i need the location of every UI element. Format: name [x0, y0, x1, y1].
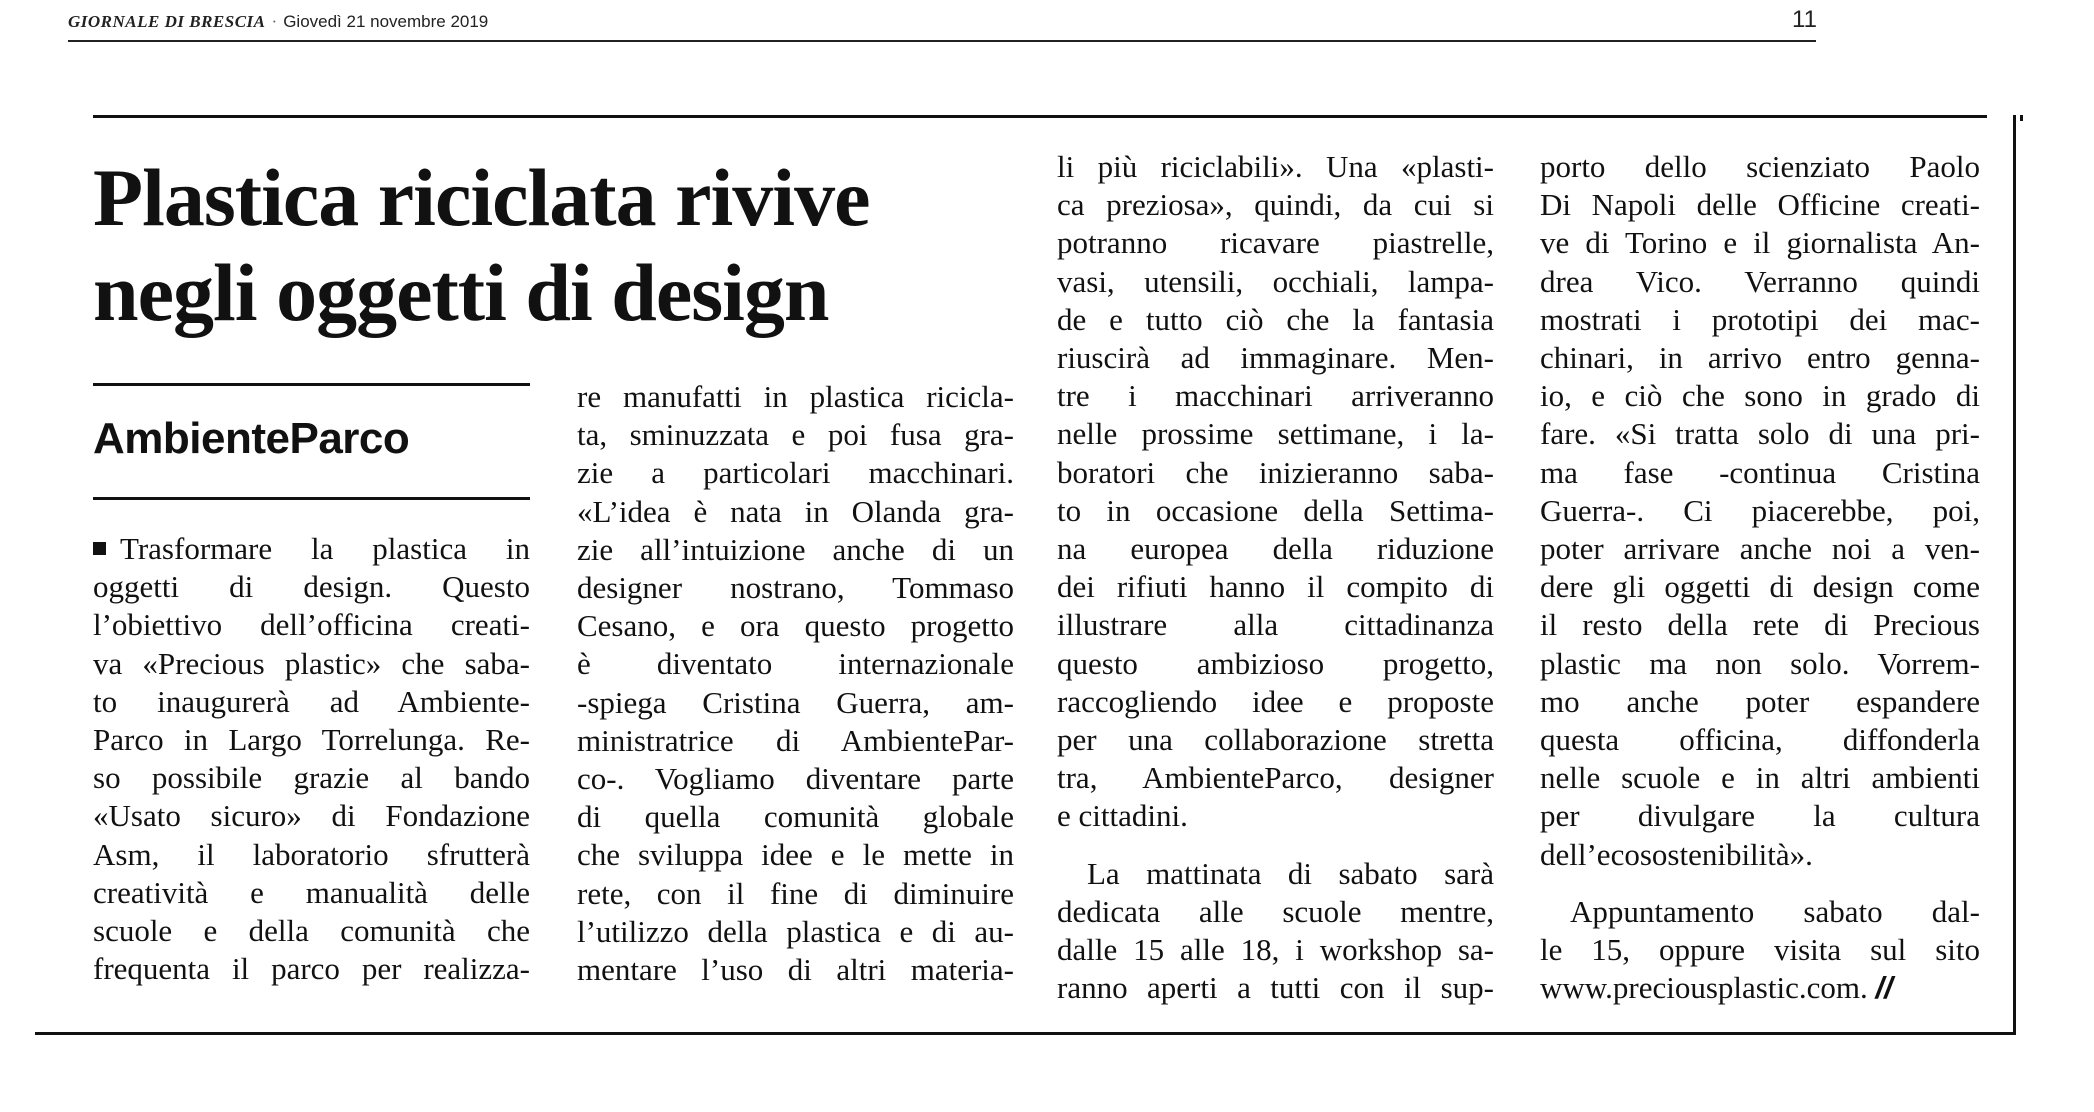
text-line: ma fase -continua Cristina — [1540, 454, 1980, 490]
text-line: raccogliendo idee e proposte — [1057, 683, 1494, 719]
section-rule-bottom — [93, 497, 530, 500]
article-frame-bottom — [35, 1032, 2016, 1035]
end-of-article-mark: // — [1875, 970, 1893, 1006]
article-column-3 — [1057, 148, 1494, 1007]
masthead — [68, 12, 488, 32]
text-line: dalle 15 alle 18, i workshop sa- — [1057, 932, 1494, 968]
text-line: l’utilizzo della plastica e di au- — [577, 913, 1014, 949]
text-line: ranno aperti a tutti con il sup- — [1057, 970, 1494, 1006]
paragraph-gap — [1540, 874, 1980, 893]
text-line: poter arrivare anche noi a ven- — [1540, 531, 1980, 567]
text-line: plastic ma non solo. Vorrem- — [1540, 645, 1980, 681]
text-line: ve di Torino e il giornalista An- — [1540, 225, 1980, 261]
text-line: nelle scuole e in altri ambienti — [1540, 760, 1980, 796]
text-line: re manufatti in plastica ricicla- — [577, 379, 1014, 414]
text-line: ministratrice di AmbientePar- — [577, 722, 1014, 758]
headline-line-2: negli oggetti di design — [93, 247, 829, 338]
website-url: www.preciousplastic.com. — [1540, 970, 1868, 1006]
text-line: fare. «Si tratta solo di una pri- — [1540, 416, 1980, 452]
text-line: Appuntamento sabato dal- — [1570, 893, 1980, 929]
text-line: Trasformare la plastica in — [93, 530, 530, 568]
text-line: drea Vico. Verranno quindi — [1540, 263, 1980, 299]
text-line: tre i macchinari arriveranno — [1057, 378, 1494, 414]
bullet-square-icon — [93, 542, 106, 555]
text-line: chinari, in arrivo entro genna- — [1540, 340, 1980, 376]
text-line: il resto della rete di Precious — [1540, 607, 1980, 643]
text-line: zie all’intuizione anche di un — [577, 531, 1014, 567]
article-frame-top — [93, 115, 1987, 118]
text-line: to inaugurerà ad Ambiente- — [93, 683, 530, 719]
text-line: creatività e manualità delle — [93, 874, 530, 910]
issue-date: Giovedì 21 novembre 2019 — [283, 12, 489, 31]
text-line: riuscirà ad immaginare. Men- — [1057, 340, 1494, 376]
text-line: e cittadini. — [1057, 798, 1188, 834]
text-line: per divulgare la cultura — [1540, 798, 1980, 834]
text-line: Asm, il laboratorio sfrutterà — [93, 836, 530, 872]
text-line: illustrare alla cittadinanza — [1057, 607, 1494, 643]
text-line: ta, sminuzzata e poi fusa gra- — [577, 417, 1014, 453]
section-label: AmbienteParco — [93, 414, 410, 463]
text-line: questa officina, diffonderla — [1540, 722, 1980, 758]
text-line: Di Napoli delle Officine creati- — [1540, 187, 1980, 223]
text-line: designer nostrano, Tommaso — [577, 570, 1014, 606]
headline-line-1: Plastica riciclata rivive — [93, 152, 870, 243]
text-line: de e tutto ciò che la fantasia — [1057, 301, 1494, 337]
masthead-separator: · — [271, 12, 278, 31]
text-line: l’obiettivo dell’officina creati- — [93, 607, 530, 643]
text-line: «L’idea è nata in Olanda gra- — [577, 493, 1014, 529]
text-line: frequenta il parco per realizza- — [93, 951, 530, 987]
section-rule-top — [93, 383, 530, 386]
text-line: li più riciclabili». Una «plasti- — [1057, 149, 1494, 184]
article-column-2 — [577, 378, 1014, 989]
text-line: è diventato internazionale — [577, 646, 1014, 682]
text-line: questo ambizioso progetto, — [1057, 645, 1494, 681]
paragraph-gap — [1057, 836, 1494, 855]
article-frame-corner — [2020, 115, 2023, 121]
text-line: Cesano, e ora questo progetto — [577, 608, 1014, 644]
text-line: nelle prossime settimane, i la- — [1057, 416, 1494, 452]
text-line: per una collaborazione stretta — [1057, 722, 1494, 758]
text-line: le 15, oppure visita sul sito — [1540, 932, 1980, 968]
text-line: dere gli oggetti di design come — [1540, 569, 1980, 605]
text-line: di quella comunità globale — [577, 799, 1014, 835]
text-line: che sviluppa idee e le mette in — [577, 837, 1014, 873]
text-line: porto dello scienziato Paolo — [1540, 149, 1980, 184]
text-line: so possibile grazie al bando — [93, 760, 530, 796]
text-line: ca preziosa», quindi, da cui si — [1057, 187, 1494, 223]
text-line: mentare l’uso di altri materia- — [577, 952, 1014, 988]
text-line: oggetti di design. Questo — [93, 569, 530, 605]
newspaper-name: GIORNALE DI BRESCIA — [68, 12, 266, 31]
page-number: 11 — [1792, 6, 1817, 33]
text-line: dedicata alle scuole mentre, — [1057, 893, 1494, 929]
text-line: dell’ecosostenibilità». — [1540, 836, 1813, 872]
text-line: va «Precious plastic» che saba- — [93, 645, 530, 681]
text-line: io, e ciò che sono in grado di — [1540, 378, 1980, 414]
article-column-4 — [1540, 148, 1980, 1007]
text-line: Parco in Largo Torrelunga. Re- — [93, 722, 530, 758]
text-line: scuole e della comunità che — [93, 913, 530, 949]
text-line: vasi, utensili, occhiali, lampa- — [1057, 263, 1494, 299]
text-line: to in occasione della Settima- — [1057, 492, 1494, 528]
text-line: boratori che inizieranno saba- — [1057, 454, 1494, 490]
text-line — [1540, 969, 1980, 1007]
text-line: La mattinata di sabato sarà — [1087, 855, 1494, 891]
text-line: na europea della riduzione — [1057, 531, 1494, 567]
text-line: zie a particolari macchinari. — [577, 455, 1014, 491]
text-line: dei rifiuti hanno il compito di — [1057, 569, 1494, 605]
text-line: -spiega Cristina Guerra, am- — [577, 684, 1014, 720]
text-line: tra, AmbienteParco, designer — [1057, 760, 1494, 796]
article-column-1 — [93, 530, 530, 988]
text-line: mostrati i prototipi dei mac- — [1540, 301, 1980, 337]
text-line: co-. Vogliamo diventare parte — [577, 761, 1014, 797]
header-divider — [68, 40, 1816, 42]
text-line: Guerra-. Ci piacerebbe, poi, — [1540, 492, 1980, 528]
text-line: «Usato sicuro» di Fondazione — [93, 798, 530, 834]
article-headline — [93, 150, 1053, 340]
text-line: mo anche poter espandere — [1540, 683, 1980, 719]
text-line: rete, con il fine di diminuire — [577, 875, 1014, 911]
text-line: potranno ricavare piastrelle, — [1057, 225, 1494, 261]
article-frame-right — [2013, 115, 2016, 1035]
